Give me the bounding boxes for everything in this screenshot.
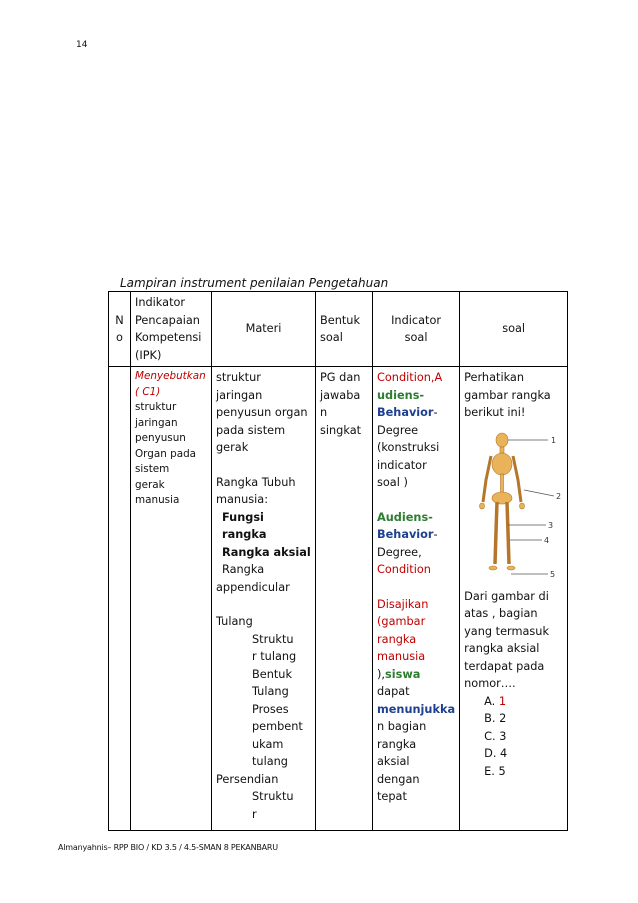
soal-line: Perhatikan [464, 371, 525, 384]
ipk-line: jaringan [135, 416, 178, 429]
option-letter: C. [484, 729, 496, 743]
materi-line [216, 701, 311, 719]
indikator-line: dapat [377, 685, 410, 698]
indikator-behavior: Behavior [377, 406, 434, 419]
materi-line: r tulang [252, 650, 297, 663]
materi-line [216, 631, 311, 649]
figure-label-5: 5 [550, 569, 556, 579]
indikator-line: soal ) [377, 476, 408, 489]
materi-line: jaringan [216, 388, 263, 402]
indikator-condition: Condition,A [377, 371, 443, 384]
bentuk-line: PG dan [320, 371, 361, 384]
header-bentuk-line: Bentuk [320, 313, 360, 327]
assessment-table [108, 291, 568, 831]
header-bentuk [316, 292, 373, 367]
option-value: 4 [500, 747, 508, 760]
page-footer: Almanyahnis– RPP BIO / KD 3.5 / 4.5-SMAN 8 PEKANBARU [58, 843, 278, 852]
indikator-disajikan: (gambar [377, 615, 426, 628]
indikator-line: tepat [377, 790, 407, 803]
option-value: 5 [498, 764, 506, 778]
table-caption: Lampiran instrument penilaian Pengetahuan [120, 276, 389, 290]
option-letter: A. [484, 694, 496, 708]
header-ipk-line: Indikator [135, 296, 186, 309]
ipk-line: manusia [135, 494, 180, 506]
indikator-condition-2: Condition [377, 563, 431, 576]
indikator-line [377, 404, 455, 422]
cell-materi [212, 367, 316, 831]
materi-line: Rangka aksial [222, 545, 311, 559]
indikator-line: (konstruksi [377, 441, 440, 454]
indikator-line: Degree, [377, 545, 422, 559]
soal-line: gambar rangka [464, 388, 551, 402]
indikator-line: rangka [377, 737, 417, 751]
indikator-line: aksial [377, 755, 410, 768]
materi-line: r [252, 807, 257, 821]
materi-line: pada sistem [216, 423, 286, 437]
materi-line: tulang [252, 755, 288, 768]
materi-text: Bentuk [252, 667, 292, 681]
cell-soal [460, 367, 568, 831]
ipk-line: gerak [135, 478, 165, 491]
skeleton-figure [478, 428, 563, 580]
skeleton-icon [478, 428, 563, 580]
materi-line: ukam [252, 737, 284, 751]
ipk-line: Organ pada [135, 447, 197, 460]
indikator-audiens: udiens- [377, 388, 425, 402]
materi-line: Rangka [222, 563, 265, 576]
option-a [464, 693, 563, 711]
cell-indikator [373, 367, 460, 831]
header-soal: soal [460, 292, 568, 367]
soal-line: nomor…. [464, 677, 516, 690]
materi-text: Struktu [252, 790, 294, 803]
soal-line: atas , bagian [464, 607, 538, 620]
indikator-disajikan: Disajikan [377, 597, 429, 611]
option-c [464, 728, 563, 746]
indikator-menunjukka: menunjukka [377, 702, 456, 716]
materi-line: struktur [216, 371, 261, 384]
materi-line: Fungsi rangka [222, 510, 267, 541]
header-materi: Materi [212, 292, 316, 367]
indikator-line: n bagian [377, 720, 427, 733]
materi-line: Persendian [216, 772, 279, 786]
table-header-row [109, 292, 568, 367]
option-b [464, 710, 563, 728]
indikator-disajikan: manusia [377, 650, 426, 663]
materi-line [216, 788, 311, 806]
header-indikator [373, 292, 460, 367]
ipk-line: sistem [135, 463, 170, 475]
header-no-text: N o [115, 313, 124, 344]
materi-text: Proses [252, 702, 289, 716]
header-no [109, 292, 131, 367]
indikator-tail: - [433, 528, 438, 541]
header-indikator-line: soal [404, 331, 428, 344]
indikator-line: dengan [377, 772, 420, 786]
materi-line [216, 666, 311, 684]
ipk-highlight: Menyebutkan ( C1) [135, 370, 206, 398]
cell-bentuk [316, 367, 373, 831]
soal-line: berikut ini! [464, 406, 526, 419]
indikator-siswa: siswa [385, 667, 421, 681]
bentuk-line: singkat [320, 423, 362, 437]
cell-ipk [131, 367, 212, 831]
materi-line: pembent [252, 720, 303, 733]
soal-line: rangka aksial [464, 642, 540, 655]
header-ipk-line: Pencapaian [135, 313, 200, 327]
materi-text: Struktu [252, 632, 294, 646]
option-value: 2 [499, 712, 507, 725]
indikator-line [377, 666, 455, 684]
soal-line: Dari gambar di [464, 589, 549, 603]
indikator-audiens-2: Audiens- [377, 510, 433, 524]
indikator-tail: - [433, 406, 438, 419]
page-number: 14 [76, 40, 88, 50]
header-ipk-line: (IPK) [135, 348, 162, 362]
option-letter: E. [484, 764, 495, 778]
materi-line: Rangka Tubuh [216, 475, 296, 489]
materi-line: gerak [216, 441, 249, 454]
materi-line: Tulang [216, 615, 253, 628]
indikator-line [377, 526, 455, 544]
option-value: 3 [499, 729, 507, 743]
table-row [109, 367, 568, 831]
header-ipk-line: Kompetensi [135, 331, 202, 344]
bentuk-line: n [320, 406, 328, 419]
figure-label-1: 1 [551, 435, 557, 445]
option-d [464, 745, 563, 763]
header-ipk [131, 292, 212, 367]
ipk-line: struktur [135, 401, 177, 413]
header-indikator-line: Indicator [391, 313, 442, 327]
option-letter: B. [484, 712, 496, 725]
soal-line: terdapat pada [464, 659, 545, 673]
materi-line: Tulang [252, 685, 289, 698]
figure-label-3: 3 [548, 520, 554, 530]
figure-label-4: 4 [544, 535, 550, 545]
bentuk-line: jawaba [320, 388, 361, 402]
indikator-behavior-2: Behavior [377, 528, 434, 541]
options-list [464, 693, 563, 781]
header-bentuk-line: soal [320, 331, 343, 344]
materi-line: appendicular [216, 580, 290, 594]
figure-label-2: 2 [556, 491, 562, 501]
cell-no [109, 367, 131, 831]
option-e [464, 763, 563, 781]
indikator-disajikan: rangka [377, 632, 417, 646]
indikator-prefix: ), [377, 667, 385, 681]
option-value: 1 [498, 694, 507, 708]
materi-line: penyusun organ [216, 406, 308, 419]
indikator-line: indicator [377, 458, 427, 472]
indikator-line: Degree [377, 423, 419, 437]
option-letter: D. [484, 747, 497, 760]
soal-line: yang termasuk [464, 624, 549, 638]
ipk-line: penyusun [135, 432, 186, 444]
materi-line: manusia: [216, 493, 268, 506]
